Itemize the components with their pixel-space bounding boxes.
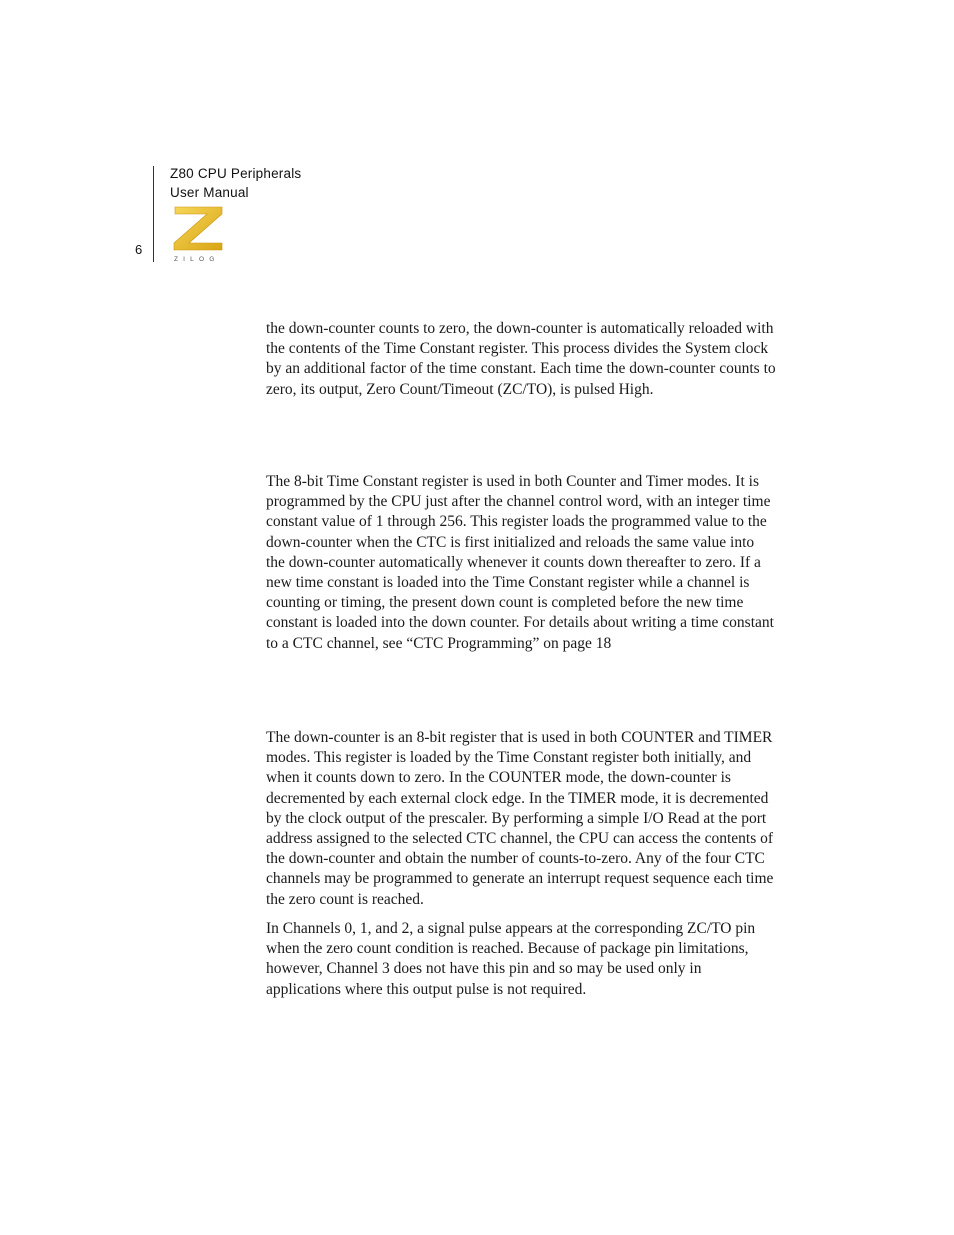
- paragraph-text: the down-counter counts to zero, the down-counter is automatically reloaded with the contents of the Time Constant register. This process divides the System clock by an additional factor of the time constant. Each time the down-counter counts to zero, its output, Zero Count/Timeout (ZC/TO), is pulsed High.: [266, 320, 776, 398]
- document-header-title: [170, 164, 301, 202]
- zilog-logo-icon: [172, 205, 226, 263]
- header-vertical-rule: [153, 166, 154, 262]
- paragraph-text: The down-counter is an 8-bit register that is used in both COUNTER and TIMER modes. This register is loaded by the Time Constant register both initially, and when it counts down to zero. In the COUNTER mode, the down-counter is decremented by each external clock edge. In the TIMER mode, it is decremented by the clock output of the prescaler. By performing a simple I/O Read at the port address assigned to the selected CTC channel, the CPU can access the contents of the down-counter and obtain the number of counts-to-zero. Any of the four CTC channels may be programmed to generate an interrupt request sequence each time the zero count is reached.: [266, 729, 774, 908]
- page-number: 6: [135, 242, 143, 257]
- body-paragraph-2: [266, 472, 776, 654]
- paragraph-text: In Channels 0, 1, and 2, a signal pulse appears at the corresponding ZC/TO pin when the zero count condition is reached. Because of package pin limitations, however, Channel 3 does not have this pin and so may be used only in applications where this output pulse is not required.: [266, 920, 756, 998]
- body-paragraph-4: [266, 919, 776, 1000]
- header-title-line-2: User Manual: [170, 185, 249, 200]
- svg-text:ZILOG: ZILOG: [174, 256, 220, 263]
- body-paragraph-3: [266, 728, 776, 910]
- header-title-line-1: Z80 CPU Peripherals: [170, 166, 302, 181]
- paragraph-text: The 8-bit Time Constant register is used in both Counter and Timer modes. It is programmed by the CPU just after the channel control word, with an integer time constant value of 1 through 256. This register loads the programmed value to the down-counter when the CTC is first initialized and reloads the same value into the down-counter automatically whenever it counts down thereafter to zero. If a new time constant is loaded into the Time Constant register while a channel is counting or timing, the present down count is completed before the new time constant is loaded into the down counter. For details about writing a time constant to a CTC channel, see “CTC Programming” on page 18: [266, 473, 774, 652]
- body-paragraph-1: [266, 319, 776, 400]
